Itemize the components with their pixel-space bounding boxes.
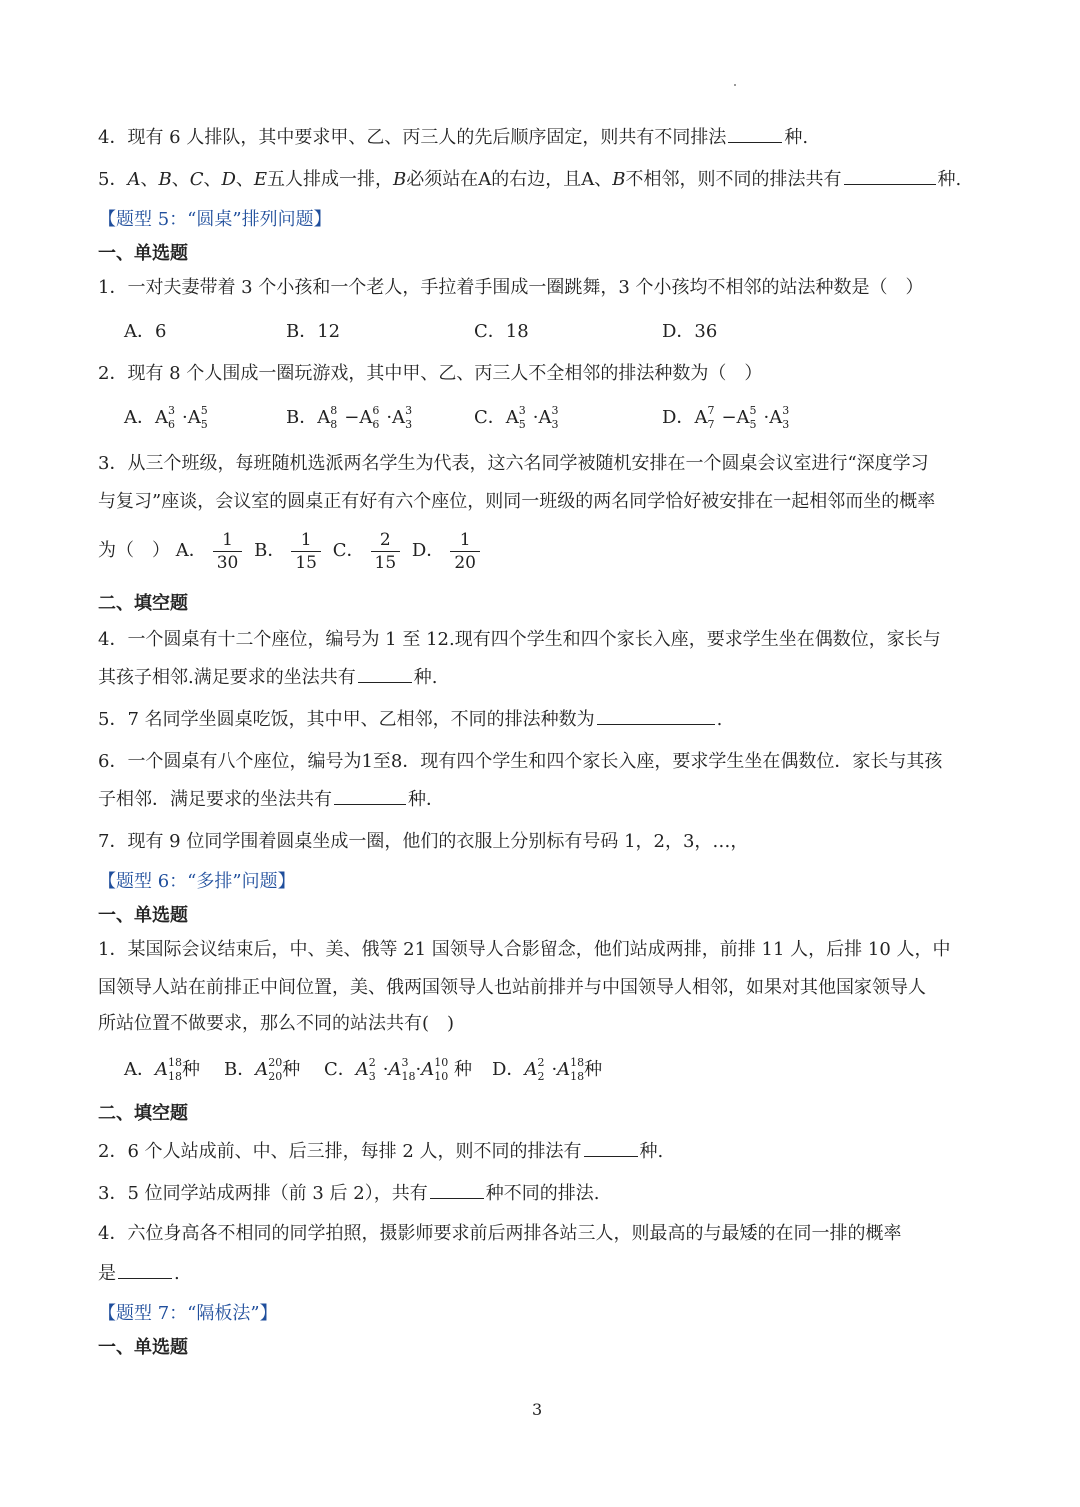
- multi-q3: 3．5 位同学站成两排（前 3 后 2），共有 种不同的排法.: [98, 1180, 599, 1206]
- page-number: 3: [532, 1400, 543, 1419]
- m1-option-b[interactable]: B．A 20 20 种: [224, 1056, 301, 1083]
- round-q1: 1．一对夫妻带着 3 个小孩和一个老人，手拉着手围成一圈跳舞，3 个小孩均不相邻的站法种数是（ ）: [98, 277, 924, 298]
- round-q3-line1: 3．从三个班级，每班随机选派两名学生为代表，这六名同学被随机安排在一个圆桌会议室进行“深度学习: [98, 453, 929, 474]
- multi-q1-line3: 所站位置不做要求，那么不同的站法共有( ): [98, 1013, 455, 1034]
- q2-option-d[interactable]: D．A 7 7 −A 5 5 ·A 3 3: [662, 404, 790, 431]
- round-q6-line1: 6．一个圆桌有八个座位，编号为1至8．现有四个学生和四个家长入座，要求学生坐在偶数位．家长与其孩: [98, 751, 943, 772]
- answer-blank[interactable]: [430, 1180, 484, 1199]
- q2-option-a[interactable]: A．A 3 6 ·A 5 5: [124, 404, 208, 431]
- round-q3-options: 为（ ） A． $\frac{1}{30}$ B． $\frac{1}{15}$ C． $\frac{2}{15}$ D． $\frac{1}{20}$: [98, 528, 486, 574]
- answer-blank[interactable]: [844, 166, 936, 185]
- answer-blank[interactable]: [584, 1138, 638, 1157]
- multi-q1-line1: 1．某国际会议结束后，中、美、俄等 21 国领导人合影留念，他们站成两排，前排 11 人，后排 10 人，中: [98, 939, 951, 960]
- m1-option-d[interactable]: D．A 2 2 ·A 18 18 种: [492, 1056, 603, 1083]
- q1-option-d[interactable]: D．36: [662, 321, 718, 342]
- question-4-permutation: 4．现有 6 人排队，其中要求甲、乙、丙三人的先后顺序固定，则共有不同排法 种.: [98, 124, 808, 150]
- q3-option-b[interactable]: B． $\frac{1}{15}$: [254, 540, 327, 561]
- round-q6-line2: 子相邻．满足要求的坐法共有 种．: [98, 786, 444, 812]
- round-q4-line2: 其孩子相邻.满足要求的坐法共有 种.: [98, 664, 437, 690]
- heading-single-choice-3: 一、单选题: [98, 1337, 188, 1358]
- round-q3-line2: 与复习”座谈，会议室的圆桌正有好有六个座位，则同一班级的两名同学恰好被安排在一起相邻而坐的概率: [98, 491, 936, 512]
- answer-blank[interactable]: [597, 706, 715, 725]
- section-title-6: 【题型 6：“多排”问题】: [98, 871, 296, 892]
- answer-blank[interactable]: [118, 1260, 172, 1279]
- q3-option-c[interactable]: C． $\frac{2}{15}$: [333, 540, 406, 561]
- question-5-permutation: 5．A、B、C、D、E五人排成一排，B必须站在A的右边，且A、B不相邻，则不同的排法共有 种.: [98, 166, 961, 192]
- m1-option-c[interactable]: C．A 2 3 ·A 3 18 ·A 10 10 种: [324, 1056, 472, 1083]
- q2-option-b[interactable]: B．A 8 8 −A 6 6 ·A 3 3: [286, 404, 413, 431]
- heading-fill-in: 二、填空题: [98, 593, 188, 614]
- q1-option-a[interactable]: A．6: [124, 321, 167, 342]
- heading-fill-in-2: 二、填空题: [98, 1103, 188, 1124]
- answer-blank[interactable]: [728, 124, 782, 143]
- multi-q4-line2: 是 .: [98, 1260, 180, 1286]
- q3-option-d[interactable]: D． $\frac{1}{20}$: [412, 540, 486, 561]
- answer-blank[interactable]: [358, 664, 412, 683]
- q1-option-c[interactable]: C．18: [474, 321, 529, 342]
- heading-single-choice: 一、单选题: [98, 243, 188, 264]
- q3-option-a[interactable]: A． $\frac{1}{30}$: [176, 540, 249, 561]
- m1-option-a[interactable]: A．A 18 18 种: [124, 1056, 200, 1083]
- multi-q1-line2: 国领导人站在前排正中间位置，美、俄两国领导人也站前排并与中国领导人相邻，如果对其他国家领导人: [98, 977, 926, 998]
- multi-q4-line1: 4．六位身高各不相同的同学拍照，摄影师要求前后两排各站三人，则最高的与最矮的在同一排的概率: [98, 1223, 902, 1244]
- multi-q2: 2．6 个人站成前、中、后三排，每排 2 人，则不同的排法有 种.: [98, 1138, 663, 1164]
- round-q5: 5．7 名同学坐圆桌吃饭，其中甲、乙相邻，不同的排法种数为 .: [98, 706, 722, 732]
- round-q2: 2．现有 8 个人围成一圈玩游戏，其中甲、乙、丙三人不全相邻的排法种数为（ ）: [98, 363, 763, 384]
- section-title-5: 【题型 5：“圆桌”排列问题】: [98, 209, 332, 230]
- round-q4-line1: 4．一个圆桌有十二个座位，编号为 1 至 12.现有四个学生和四个家长入座，要求学生坐在偶数位，家长与: [98, 629, 941, 650]
- round-q7: 7．现有 9 位同学围着圆桌坐成一圈，他们的衣服上分别标有号码 1，2，3，…，: [98, 831, 749, 852]
- speck: [734, 84, 736, 86]
- q1-option-b[interactable]: B．12: [286, 321, 341, 342]
- heading-single-choice-2: 一、单选题: [98, 905, 188, 926]
- section-title-7: 【题型 7：“隔板法”】: [98, 1303, 278, 1324]
- q2-option-c[interactable]: C．A 3 5 ·A 3 3: [474, 404, 559, 431]
- answer-blank[interactable]: [334, 786, 406, 805]
